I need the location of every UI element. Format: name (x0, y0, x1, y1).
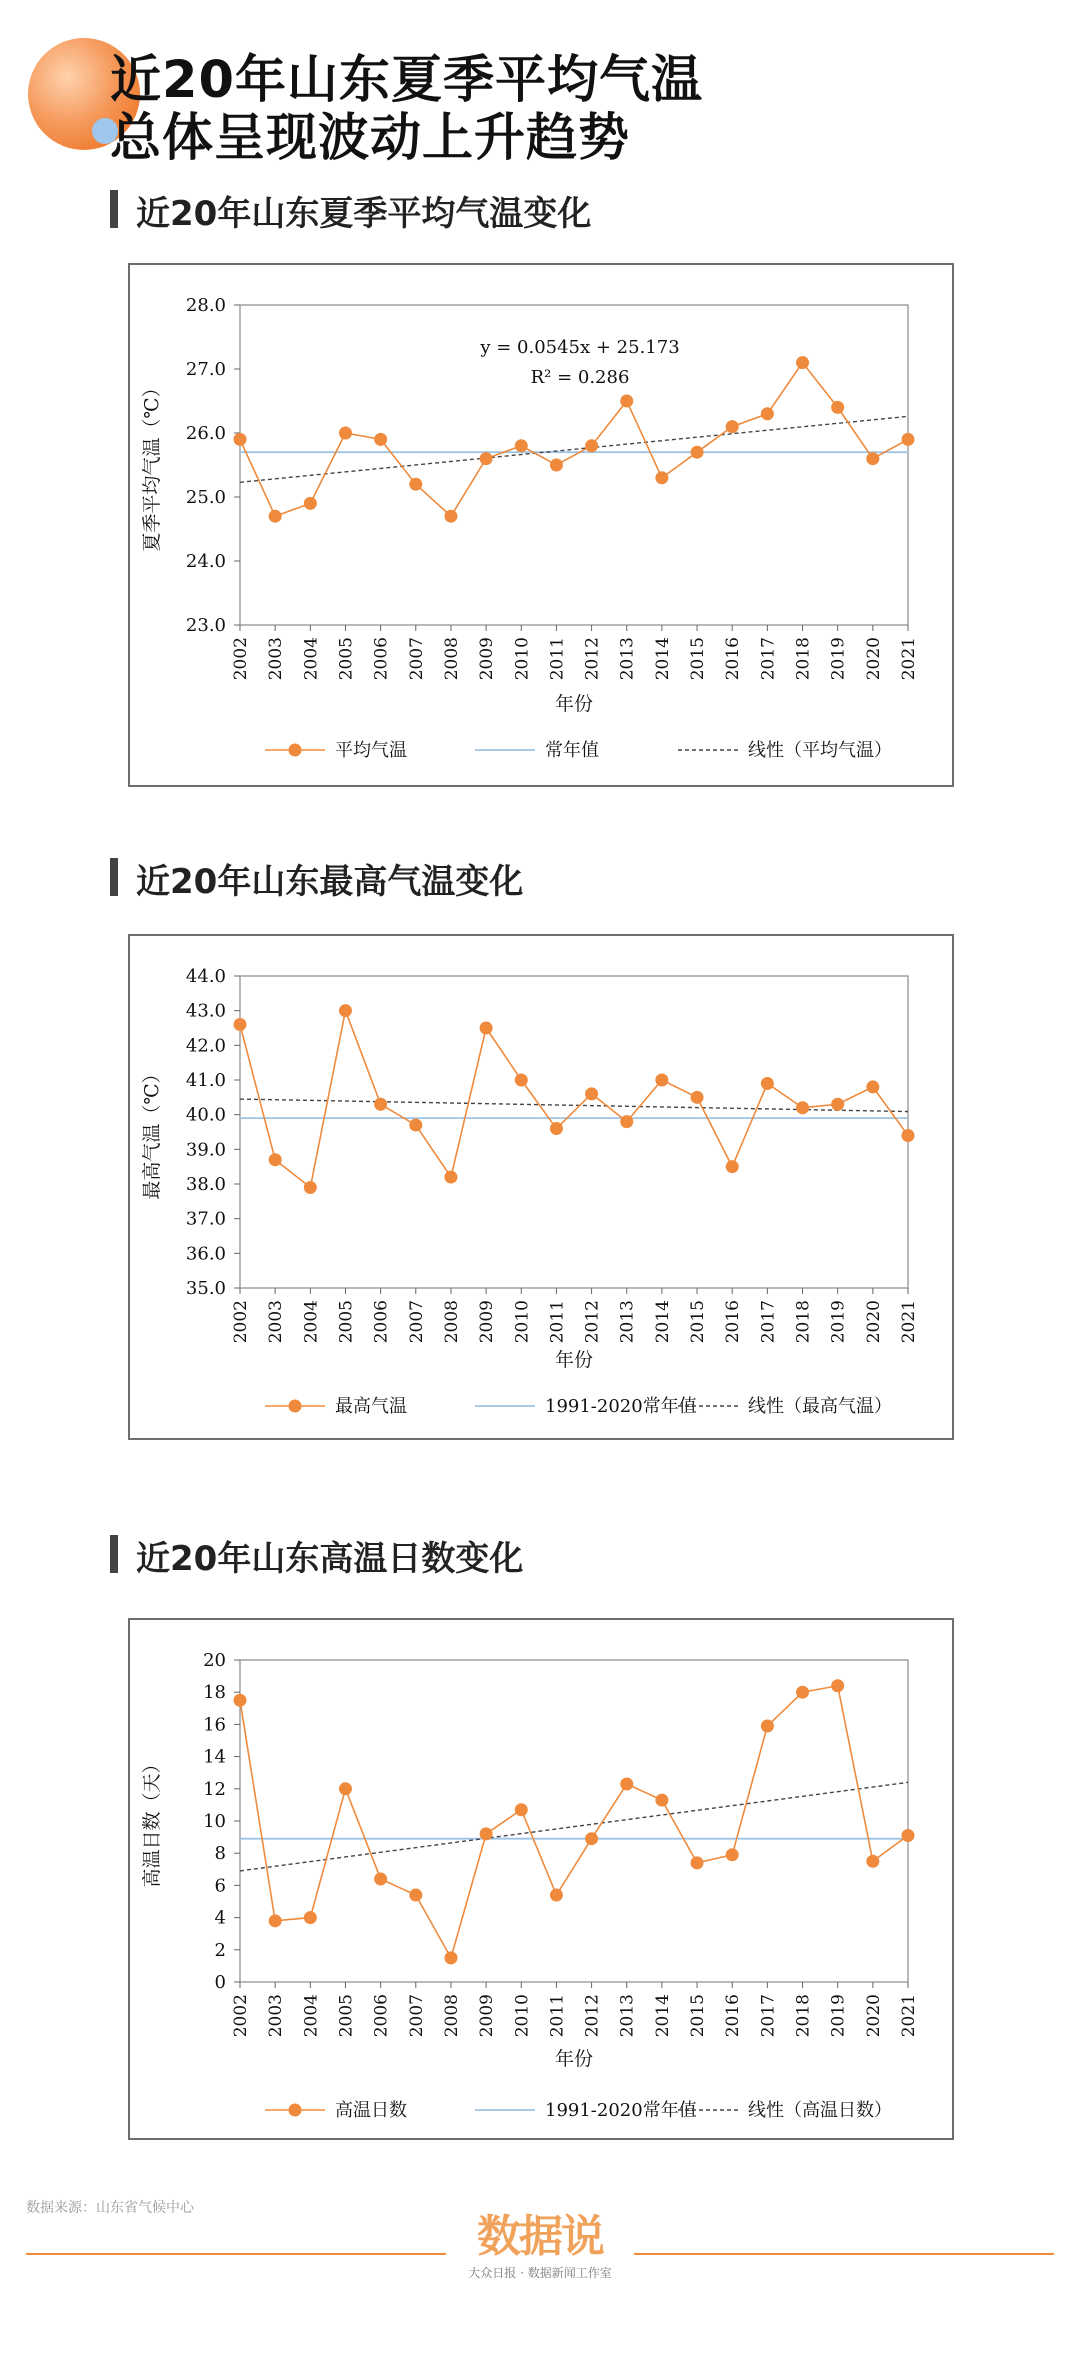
data-point (409, 1119, 422, 1132)
data-source: 数据来源：山东省气候中心 (26, 2200, 194, 2216)
y-tick-label: 36.0 (185, 1243, 226, 1265)
data-point (269, 1914, 282, 1927)
y-tick-label: 41.0 (185, 1070, 226, 1091)
data-point (866, 1080, 879, 1093)
data-point (585, 1832, 598, 1845)
x-tick-label: 2012 (582, 1300, 603, 1344)
data-point (374, 1872, 387, 1885)
data-point (515, 1803, 528, 1816)
data-point (761, 407, 774, 420)
x-tick-label: 2006 (371, 1300, 392, 1344)
x-tick-label: 2021 (899, 1994, 919, 2038)
x-tick-label: 2011 (547, 1994, 568, 2038)
y-tick-label: 18 (203, 1682, 226, 1704)
x-tick-label: 2005 (336, 1300, 357, 1344)
x-tick-label: 2009 (477, 1300, 498, 1344)
x-tick-label: 2014 (652, 637, 673, 681)
data-point (374, 433, 387, 446)
data-point (655, 471, 668, 484)
y-tick-label: 0 (214, 1972, 226, 1993)
x-tick-label: 2008 (441, 637, 462, 681)
chart-panel-avg-temp (128, 263, 954, 787)
x-tick-label: 2008 (441, 1300, 462, 1344)
x-tick-label: 2010 (512, 1300, 533, 1344)
x-tick-label: 2002 (231, 1994, 251, 2038)
data-point (550, 459, 563, 472)
data-point (304, 1911, 317, 1924)
brand-name: 数据说 (477, 2211, 603, 2262)
data-point (339, 427, 352, 440)
data-point (585, 1087, 598, 1100)
legend-swatch-marker (289, 1400, 302, 1413)
x-tick-label: 2009 (477, 637, 498, 681)
data-point (655, 1074, 668, 1087)
x-tick-label: 2010 (512, 637, 533, 681)
data-point (796, 1686, 809, 1699)
y-tick-label: 40.0 (185, 1104, 226, 1126)
y-tick-label: 10 (203, 1811, 226, 1832)
data-point (585, 439, 598, 452)
trend-r-squared: R² = 0.286 (530, 367, 630, 388)
page-title (110, 52, 703, 168)
legend-swatch-marker (289, 744, 302, 757)
legend-label: 线性（最高气温） (748, 1396, 892, 1417)
data-point (831, 401, 844, 414)
data-point (726, 1848, 739, 1861)
footer-divider-left (26, 2253, 446, 2255)
series-trend-line (240, 1782, 908, 1871)
data-point (866, 452, 879, 465)
x-tick-label: 2016 (723, 1994, 744, 2038)
x-tick-label: 2021 (899, 1300, 919, 1344)
y-tick-label: 27.0 (185, 359, 226, 380)
data-point (902, 433, 915, 446)
x-tick-label: 2013 (617, 637, 638, 681)
legend-label: 线性（平均气温） (748, 740, 892, 761)
x-tick-label: 2005 (336, 1994, 357, 2038)
x-tick-label: 2020 (863, 1300, 884, 1344)
x-tick-label: 2009 (477, 1994, 498, 2038)
page-title-line2: 总体呈现波动上升趋势 (110, 109, 631, 168)
x-tick-label: 2003 (266, 1994, 287, 2038)
x-axis-label: 年份 (554, 2048, 594, 2070)
data-point (409, 478, 422, 491)
data-point (269, 1153, 282, 1166)
data-point (796, 1101, 809, 1114)
x-tick-label: 2021 (899, 637, 919, 681)
y-tick-label: 8 (214, 1843, 226, 1865)
data-point (866, 1855, 879, 1868)
x-tick-label: 2019 (828, 1300, 849, 1344)
legend-label: 常年值 (545, 740, 599, 761)
x-tick-label: 2003 (266, 1300, 287, 1344)
x-tick-label: 2007 (406, 1300, 427, 1344)
x-tick-label: 2014 (652, 1994, 673, 2038)
legend-swatch-marker (289, 2104, 302, 2117)
legend-label: 1991-2020常年值 (545, 1396, 697, 1417)
data-point (550, 1122, 563, 1135)
series-main-line (240, 1011, 908, 1188)
x-tick-label: 2019 (828, 637, 849, 681)
y-axis-label: 最高气温（℃） (141, 1064, 163, 1200)
x-tick-label: 2010 (512, 1994, 533, 2038)
x-tick-label: 2007 (406, 637, 427, 681)
x-tick-label: 2018 (793, 637, 814, 681)
data-point (655, 1794, 668, 1807)
y-tick-label: 20 (203, 1650, 226, 1671)
data-point (480, 1022, 493, 1035)
data-point (444, 510, 457, 523)
y-tick-label: 23.0 (185, 615, 226, 636)
x-tick-label: 2014 (652, 1300, 673, 1344)
data-point (269, 510, 282, 523)
y-tick-label: 12 (203, 1778, 226, 1800)
data-point (761, 1077, 774, 1090)
data-point (304, 497, 317, 510)
data-point (409, 1889, 422, 1902)
x-tick-label: 2004 (301, 637, 322, 681)
x-tick-label: 2018 (793, 1300, 814, 1344)
section-title: 近20年山东最高气温变化 (136, 862, 524, 902)
data-point (691, 1856, 704, 1869)
x-tick-label: 2003 (266, 637, 287, 681)
y-axis-label: 夏季平均气温（℃） (141, 378, 163, 552)
page-title-line1: 近20年山东夏季平均气温 (110, 51, 703, 110)
y-tick-label: 14 (203, 1746, 226, 1768)
data-point (726, 1160, 739, 1173)
x-tick-label: 2020 (863, 1994, 884, 2038)
x-tick-label: 2011 (547, 1300, 568, 1344)
legend-label: 平均气温 (335, 740, 407, 761)
legend-label: 高温日数 (335, 2100, 407, 2121)
x-tick-label: 2020 (863, 637, 884, 681)
series-main-line (240, 1686, 908, 1958)
x-tick-label: 2002 (231, 637, 251, 681)
data-point (339, 1782, 352, 1795)
data-point (902, 1829, 915, 1842)
x-tick-label: 2015 (688, 1994, 709, 2038)
series-trend-line (240, 416, 908, 482)
data-point (726, 420, 739, 433)
x-tick-label: 2012 (582, 1994, 603, 2038)
data-point (515, 1074, 528, 1087)
x-tick-label: 2013 (617, 1994, 638, 2038)
x-axis-label: 年份 (554, 693, 594, 715)
legend-label: 线性（高温日数） (748, 2100, 892, 2121)
x-tick-label: 2017 (758, 637, 779, 681)
y-tick-label: 42.0 (185, 1035, 226, 1057)
x-tick-label: 2006 (371, 1994, 392, 2038)
data-point (444, 1171, 457, 1184)
x-tick-label: 2017 (758, 1300, 779, 1344)
x-tick-label: 2015 (688, 1300, 709, 1344)
plot-area (240, 1660, 908, 1982)
x-tick-label: 2012 (582, 637, 603, 681)
chart-hot-days (130, 1620, 952, 2138)
y-tick-label: 28.0 (185, 295, 226, 316)
x-tick-label: 2006 (371, 637, 392, 681)
y-tick-label: 38.0 (185, 1174, 226, 1195)
x-tick-label: 2004 (301, 1994, 322, 2038)
data-point (691, 1091, 704, 1104)
data-point (304, 1181, 317, 1194)
y-tick-label: 43.0 (185, 1000, 226, 1022)
data-point (480, 452, 493, 465)
y-tick-label: 37.0 (185, 1208, 226, 1230)
x-tick-label: 2015 (688, 637, 709, 681)
data-point (691, 446, 704, 459)
y-tick-label: 26.0 (185, 423, 226, 444)
data-point (796, 356, 809, 369)
x-tick-label: 2002 (231, 1300, 251, 1344)
data-point (831, 1679, 844, 1692)
x-axis-label: 年份 (554, 1349, 594, 1371)
data-point (339, 1004, 352, 1017)
data-point (902, 1129, 915, 1142)
x-tick-label: 2011 (547, 637, 568, 681)
section-title: 近20年山东高温日数变化 (136, 1539, 524, 1579)
y-axis-label: 高温日数（天） (141, 1754, 163, 1888)
data-point (374, 1098, 387, 1111)
chart-max-temp (130, 936, 952, 1438)
x-tick-label: 2004 (301, 1300, 322, 1344)
y-tick-label: 39.0 (185, 1139, 226, 1161)
data-point (480, 1827, 493, 1840)
x-tick-label: 2008 (441, 1994, 462, 2038)
data-point (234, 433, 247, 446)
x-tick-label: 2018 (793, 1994, 814, 2038)
footer-divider-right (634, 2253, 1054, 2255)
data-point (620, 1777, 633, 1790)
brand-logo (440, 2212, 640, 2281)
x-tick-label: 2013 (617, 1300, 638, 1344)
x-tick-label: 2007 (406, 1994, 427, 2038)
data-point (234, 1694, 247, 1707)
section-title: 近20年山东夏季平均气温变化 (136, 194, 592, 234)
y-tick-label: 35.0 (185, 1278, 226, 1299)
y-tick-label: 24.0 (185, 551, 226, 572)
x-tick-label: 2005 (336, 637, 357, 681)
y-tick-label: 16 (203, 1714, 226, 1736)
legend-label: 最高气温 (335, 1396, 407, 1417)
data-point (550, 1889, 563, 1902)
data-point (831, 1098, 844, 1111)
y-tick-label: 2 (214, 1939, 226, 1961)
x-tick-label: 2016 (723, 637, 744, 681)
x-tick-label: 2019 (828, 1994, 849, 2038)
data-point (444, 1951, 457, 1964)
data-point (761, 1720, 774, 1733)
y-tick-label: 6 (214, 1875, 226, 1897)
chart-avg-temp (130, 265, 952, 785)
y-tick-label: 4 (214, 1907, 226, 1929)
data-point (234, 1018, 247, 1031)
brand-subtitle: 大众日报 · 数据新闻工作室 (468, 2266, 612, 2280)
y-tick-label: 25.0 (185, 487, 226, 508)
data-point (620, 395, 633, 408)
plot-area (240, 976, 908, 1288)
data-point (515, 439, 528, 452)
x-tick-label: 2017 (758, 1994, 779, 2038)
x-tick-label: 2016 (723, 1300, 744, 1344)
chart-panel-max-temp (128, 934, 954, 1440)
chart-panel-hot-days (128, 1618, 954, 2140)
legend-label: 1991-2020常年值 (545, 2100, 697, 2121)
trend-equation: y = 0.0545x + 25.173 (480, 337, 680, 358)
y-tick-label: 44.0 (185, 966, 226, 987)
data-point (620, 1115, 633, 1128)
